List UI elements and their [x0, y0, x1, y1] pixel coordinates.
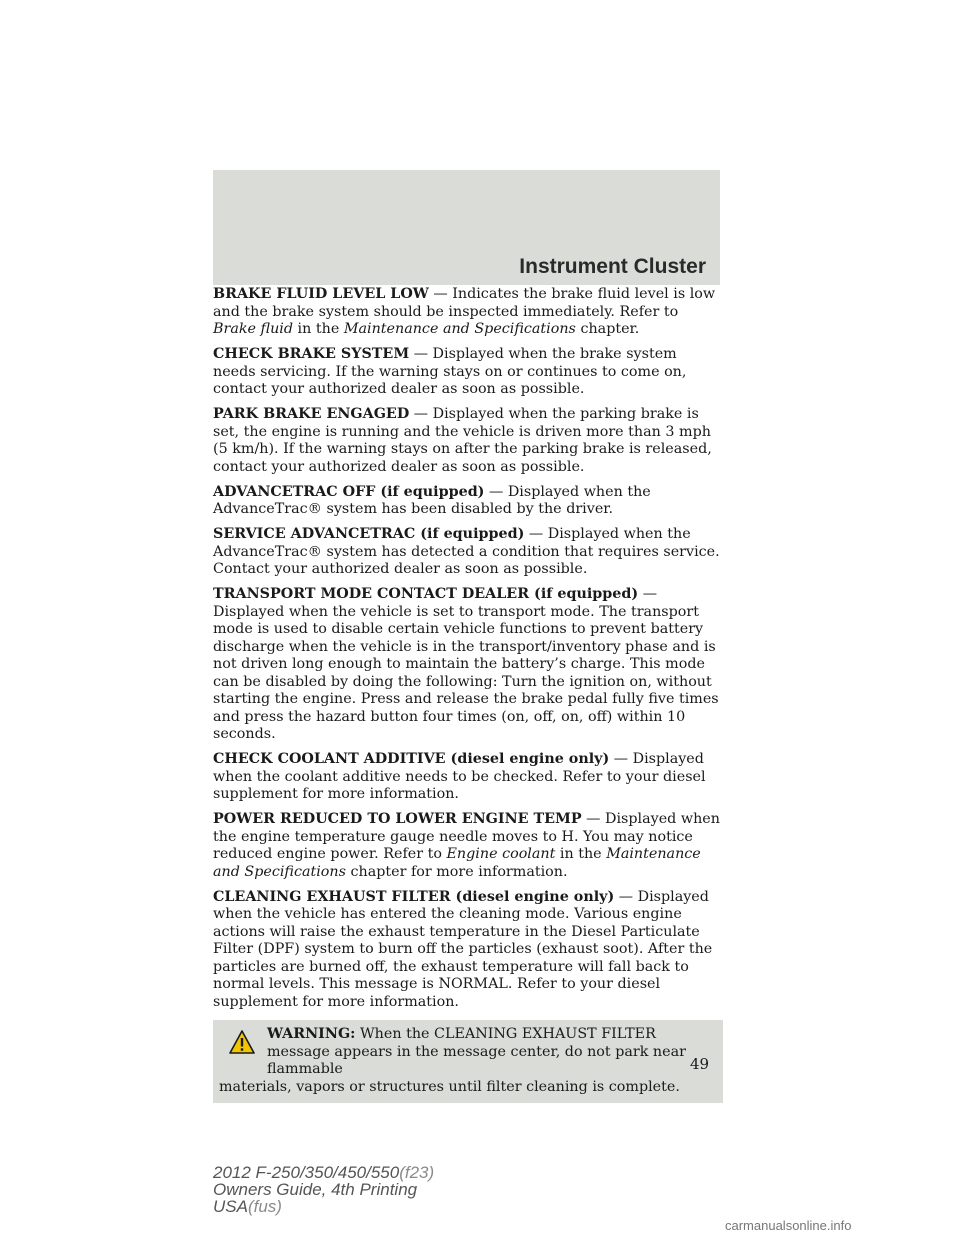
entry-service-advancetrac: SERVICE ADVANCETRAC (if equipped) — Displayed when the AdvanceTrac® system has detected a condition that requires service. Contact your authorized dealer as soon as possible. [213, 526, 720, 577]
entry-term: CHECK BRAKE SYSTEM [213, 346, 410, 362]
entry-term: POWER REDUCED TO LOWER ENGINE TEMP [213, 811, 582, 827]
warning-label: WARNING: [267, 1026, 356, 1042]
warning-text-indented: WARNING: When the CLEANING EXHAUST FILTER message appears in the message center, do not park near flammable [267, 1026, 686, 1077]
entry-check-brake-system: CHECK BRAKE SYSTEM — Displayed when the brake system needs servicing. If the warning stays on or continues to come on, contact your authorized dealer as soon as possible. [213, 346, 687, 397]
watermark-text: carmanualsonline.info [725, 1218, 852, 1233]
entry-term: ADVANCETRAC OFF (if equipped) [213, 483, 485, 500]
cross-reference: Engine coolant [446, 846, 556, 862]
footer-guide-line: Owners Guide, 4th Printing [213, 1180, 418, 1199]
cross-reference: Maintenance and Specifications [213, 846, 701, 880]
warning-text-continued: materials, vapors or structures until filter cleaning is complete. [219, 1078, 680, 1095]
entry-transport-mode: TRANSPORT MODE CONTACT DEALER (if equipped) — Displayed when the vehicle is set to transport mode. The transport mode is used to disable certain vehicle functions to prevent battery discharge when the vehicle is in the transport/inventory phase and is not driven long enough to maintain the battery’s charge. This mode can be disabled by doing the following: Turn the ignition on, without starting the engine. Press and release the brake pedal fully five times and press the hazard button four times (on, off, on, off) within 10 seconds. [213, 586, 719, 742]
page-number: 49 [690, 1055, 710, 1073]
footer-model-line: 2012 F-250/350/450/550(f23) [213, 1163, 435, 1182]
entry-advancetrac-off: ADVANCETRAC OFF (if equipped) — Displayed when the AdvanceTrac® system has been disabled by the driver. [213, 483, 651, 517]
entry-term: TRANSPORT MODE CONTACT DEALER (if equipped) [213, 586, 639, 602]
entry-park-brake-engaged: PARK BRAKE ENGAGED — Displayed when the parking brake is set, the engine is running and the vehicle is driven more than 3 mph (5 km/h). If the warning stays on after the parking brake is released, contact your authorized dealer as soon as possible. [213, 406, 712, 475]
cross-reference: Brake fluid [213, 321, 294, 337]
entry-check-coolant-additive: CHECK COOLANT ADDITIVE (diesel engine only) — Displayed when the coolant additive needs to be checked. Refer to your diesel supplement for more information. [213, 751, 706, 802]
section-header-band [213, 170, 720, 285]
entry-term: PARK BRAKE ENGAGED [213, 406, 410, 422]
document-footer [213, 1164, 434, 1215]
entry-cleaning-exhaust-filter: CLEANING EXHAUST FILTER (diesel engine only) — Displayed when the vehicle has entered the cleaning mode. Various engine actions will raise the exhaust temperature in the Diesel Particulate Filter (DPF) system to burn off the particles (exhaust soot). After the particles are burned off, the exhaust temperature will fall back to normal levels. This message is NORMAL. Refer to your diesel supplement for more information. [213, 888, 713, 1010]
warning-triangle-icon [229, 1029, 255, 1055]
cross-reference: Maintenance and Specifications [343, 321, 576, 337]
footer-region-line: USA(fus) [213, 1197, 282, 1216]
section-title: Instrument Cluster [519, 255, 706, 278]
entry-term: BRAKE FLUID LEVEL LOW [213, 286, 429, 302]
entry-brake-fluid-level-low: BRAKE FLUID LEVEL LOW — Indicates the brake fluid level is low and the brake system should be inspected immediately. Refer to Brake fluid in the Maintenance and Specifications chapter. [213, 286, 716, 337]
entry-term: CHECK COOLANT ADDITIVE (diesel engine only) [213, 751, 610, 767]
entry-term: CLEANING EXHAUST FILTER (diesel engine only) [213, 888, 615, 905]
entry-term: SERVICE ADVANCETRAC (if equipped) [213, 526, 525, 542]
body-content [213, 286, 723, 1103]
warning-box [213, 1020, 723, 1103]
entry-power-reduced: POWER REDUCED TO LOWER ENGINE TEMP — Displayed when the engine temperature gauge needle moves to H. You may notice reduced engine power. Refer to Engine coolant in the Maintenance and Specifications chapter for more information. [213, 811, 720, 880]
